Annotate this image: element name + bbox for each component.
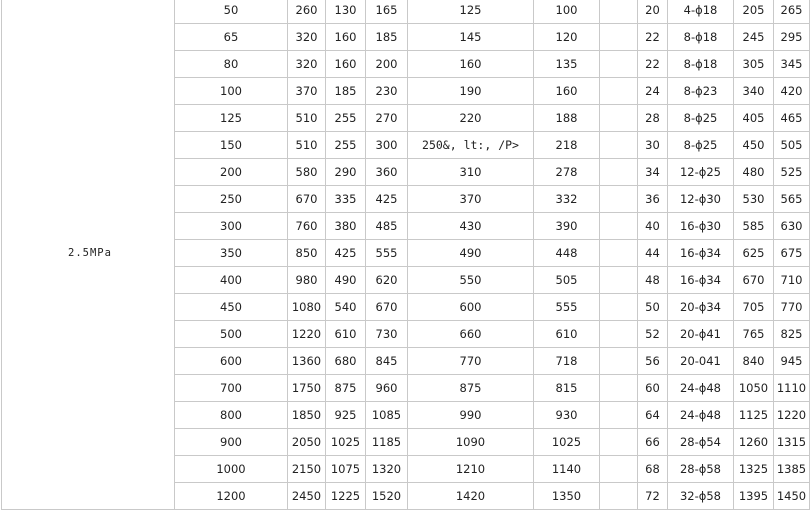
cell-d4: 1420 [408,483,534,510]
cell-d5: 120 [534,24,600,51]
cell-f: 505 [774,132,810,159]
cell-blank [600,51,638,78]
cell-d5: 390 [534,213,600,240]
cell-b: 48 [638,267,668,294]
cell-blank [600,78,638,105]
cell-blank [600,321,638,348]
cell-d4: 1090 [408,429,534,456]
cell-b: 52 [638,321,668,348]
cell-e: 670 [734,267,774,294]
cell-d3: 485 [366,213,408,240]
cell-d2: 380 [326,213,366,240]
cell-d3: 270 [366,105,408,132]
cell-d4: 125 [408,0,534,24]
cell-holes: 24-ϕ48 [668,402,734,429]
cell-d3: 845 [366,348,408,375]
cell-dn: 1000 [175,456,288,483]
cell-blank [600,105,638,132]
cell-b: 36 [638,186,668,213]
cell-d1: 370 [288,78,326,105]
cell-d1: 2150 [288,456,326,483]
cell-d5: 1025 [534,429,600,456]
cell-d2: 255 [326,132,366,159]
cell-d4: 370 [408,186,534,213]
cell-d4: 250&, lt:, /P> [408,132,534,159]
cell-d4: 160 [408,51,534,78]
cell-d5: 505 [534,267,600,294]
cell-dn: 150 [175,132,288,159]
cell-b: 24 [638,78,668,105]
cell-d5: 815 [534,375,600,402]
cell-d1: 760 [288,213,326,240]
cell-d3: 670 [366,294,408,321]
cell-d1: 320 [288,24,326,51]
cell-d2: 680 [326,348,366,375]
cell-holes: 8-ϕ18 [668,51,734,78]
cell-d4: 875 [408,375,534,402]
cell-blank [600,267,638,294]
flange-dimension-table [1,0,810,510]
cell-d1: 510 [288,105,326,132]
cell-d1: 1220 [288,321,326,348]
cell-dn: 250 [175,186,288,213]
pressure-rating-cell: 2.5MPa [2,0,175,510]
cell-d2: 255 [326,105,366,132]
cell-d3: 1320 [366,456,408,483]
cell-holes: 20-041 [668,348,734,375]
cell-d2: 290 [326,159,366,186]
cell-d5: 218 [534,132,600,159]
cell-d2: 1225 [326,483,366,510]
cell-b: 34 [638,159,668,186]
cell-d4: 220 [408,105,534,132]
cell-holes: 28-ϕ58 [668,456,734,483]
cell-b: 30 [638,132,668,159]
cell-d5: 1140 [534,456,600,483]
cell-d1: 1360 [288,348,326,375]
cell-d1: 2050 [288,429,326,456]
cell-d3: 230 [366,78,408,105]
cell-d5: 278 [534,159,600,186]
cell-holes: 28-ϕ54 [668,429,734,456]
cell-d4: 990 [408,402,534,429]
cell-e: 1395 [734,483,774,510]
cell-b: 56 [638,348,668,375]
cell-d4: 145 [408,24,534,51]
cell-b: 28 [638,105,668,132]
cell-dn: 900 [175,429,288,456]
cell-e: 205 [734,0,774,24]
cell-d5: 1350 [534,483,600,510]
cell-d3: 425 [366,186,408,213]
cell-d3: 555 [366,240,408,267]
cell-b: 64 [638,402,668,429]
cell-d5: 930 [534,402,600,429]
cell-holes: 16-ϕ30 [668,213,734,240]
cell-d4: 430 [408,213,534,240]
cell-d4: 600 [408,294,534,321]
cell-b: 22 [638,24,668,51]
cell-d5: 555 [534,294,600,321]
cell-d1: 850 [288,240,326,267]
cell-d2: 1075 [326,456,366,483]
cell-f: 945 [774,348,810,375]
cell-d5: 448 [534,240,600,267]
cell-f: 630 [774,213,810,240]
cell-d3: 165 [366,0,408,24]
cell-dn: 700 [175,375,288,402]
cell-d2: 610 [326,321,366,348]
cell-d4: 310 [408,159,534,186]
cell-d2: 185 [326,78,366,105]
cell-f: 675 [774,240,810,267]
cell-d3: 185 [366,24,408,51]
cell-d5: 718 [534,348,600,375]
cell-dn: 300 [175,213,288,240]
cell-dn: 80 [175,51,288,78]
cell-e: 1125 [734,402,774,429]
cell-d3: 200 [366,51,408,78]
cell-dn: 125 [175,105,288,132]
cell-d1: 1080 [288,294,326,321]
cell-f: 1315 [774,429,810,456]
cell-d5: 160 [534,78,600,105]
cell-d1: 1850 [288,402,326,429]
cell-f: 565 [774,186,810,213]
cell-e: 625 [734,240,774,267]
cell-d5: 332 [534,186,600,213]
cell-d1: 260 [288,0,326,24]
cell-blank [600,0,638,24]
cell-d5: 610 [534,321,600,348]
cell-holes: 24-ϕ48 [668,375,734,402]
cell-d3: 620 [366,267,408,294]
cell-dn: 50 [175,0,288,24]
cell-d4: 770 [408,348,534,375]
cell-e: 245 [734,24,774,51]
cell-d1: 320 [288,51,326,78]
cell-d1: 1750 [288,375,326,402]
cell-e: 450 [734,132,774,159]
cell-dn: 500 [175,321,288,348]
cell-e: 305 [734,51,774,78]
cell-e: 705 [734,294,774,321]
cell-dn: 400 [175,267,288,294]
cell-blank [600,429,638,456]
cell-blank [600,132,638,159]
cell-f: 825 [774,321,810,348]
cell-f: 770 [774,294,810,321]
cell-blank [600,24,638,51]
cell-b: 20 [638,0,668,24]
cell-d2: 160 [326,51,366,78]
cell-d5: 188 [534,105,600,132]
cell-e: 340 [734,78,774,105]
cell-d3: 300 [366,132,408,159]
cell-d2: 540 [326,294,366,321]
cell-d5: 100 [534,0,600,24]
cell-holes: 20-ϕ41 [668,321,734,348]
cell-blank [600,456,638,483]
cell-d4: 190 [408,78,534,105]
cell-d3: 1185 [366,429,408,456]
cell-holes: 32-ϕ58 [668,483,734,510]
cell-b: 40 [638,213,668,240]
cell-blank [600,213,638,240]
cell-blank [600,240,638,267]
cell-d2: 130 [326,0,366,24]
cell-d1: 670 [288,186,326,213]
cell-blank [600,294,638,321]
cell-f: 1110 [774,375,810,402]
cell-dn: 65 [175,24,288,51]
cell-f: 295 [774,24,810,51]
cell-d4: 550 [408,267,534,294]
cell-b: 60 [638,375,668,402]
cell-holes: 16-ϕ34 [668,267,734,294]
cell-d1: 2450 [288,483,326,510]
cell-e: 480 [734,159,774,186]
cell-dn: 200 [175,159,288,186]
cell-f: 420 [774,78,810,105]
cell-d3: 1520 [366,483,408,510]
cell-e: 1325 [734,456,774,483]
cell-f: 345 [774,51,810,78]
cell-d2: 490 [326,267,366,294]
cell-d3: 1085 [366,402,408,429]
cell-b: 22 [638,51,668,78]
cell-b: 72 [638,483,668,510]
cell-f: 1385 [774,456,810,483]
cell-d1: 510 [288,132,326,159]
cell-holes: 16-ϕ34 [668,240,734,267]
cell-f: 1220 [774,402,810,429]
cell-blank [600,348,638,375]
cell-holes: 8-ϕ18 [668,24,734,51]
cell-dn: 100 [175,78,288,105]
cell-d4: 1210 [408,456,534,483]
cell-f: 265 [774,0,810,24]
cell-f: 525 [774,159,810,186]
cell-b: 68 [638,456,668,483]
cell-holes: 4-ϕ18 [668,0,734,24]
cell-e: 530 [734,186,774,213]
cell-d5: 135 [534,51,600,78]
cell-blank [600,483,638,510]
cell-dn: 600 [175,348,288,375]
cell-holes: 8-ϕ23 [668,78,734,105]
cell-dn: 450 [175,294,288,321]
table-row [2,0,810,24]
cell-e: 840 [734,348,774,375]
cell-holes: 8-ϕ25 [668,132,734,159]
cell-d2: 875 [326,375,366,402]
cell-e: 1050 [734,375,774,402]
cell-d1: 980 [288,267,326,294]
cell-d2: 425 [326,240,366,267]
cell-b: 50 [638,294,668,321]
cell-holes: 12-ϕ30 [668,186,734,213]
cell-d3: 360 [366,159,408,186]
cell-d1: 580 [288,159,326,186]
cell-d2: 925 [326,402,366,429]
cell-holes: 20-ϕ34 [668,294,734,321]
cell-f: 710 [774,267,810,294]
cell-d3: 730 [366,321,408,348]
cell-e: 1260 [734,429,774,456]
cell-dn: 800 [175,402,288,429]
cell-d4: 660 [408,321,534,348]
cell-e: 585 [734,213,774,240]
cell-d2: 160 [326,24,366,51]
cell-b: 66 [638,429,668,456]
cell-e: 405 [734,105,774,132]
cell-f: 465 [774,105,810,132]
cell-blank [600,402,638,429]
cell-d2: 335 [326,186,366,213]
cell-dn: 1200 [175,483,288,510]
cell-blank [600,186,638,213]
cell-holes: 8-ϕ25 [668,105,734,132]
cell-blank [600,159,638,186]
cell-dn: 350 [175,240,288,267]
cell-d4: 490 [408,240,534,267]
cell-b: 44 [638,240,668,267]
cell-e: 765 [734,321,774,348]
cell-f: 1450 [774,483,810,510]
cell-holes: 12-ϕ25 [668,159,734,186]
cell-d2: 1025 [326,429,366,456]
cell-d3: 960 [366,375,408,402]
cell-blank [600,375,638,402]
